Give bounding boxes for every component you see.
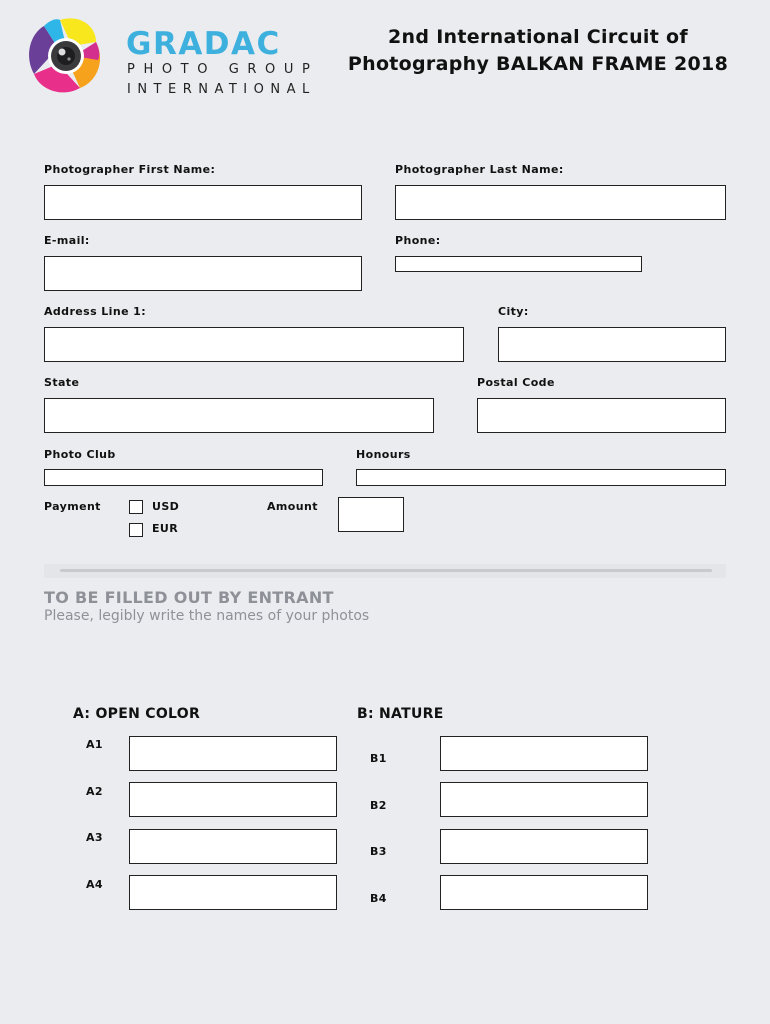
item-b4-field[interactable] — [440, 875, 648, 910]
state-input[interactable] — [45, 399, 433, 432]
photo-club-field[interactable] — [44, 469, 323, 486]
item-b2-input[interactable] — [441, 783, 647, 816]
email-field[interactable] — [44, 256, 362, 291]
item-a3-input[interactable] — [130, 830, 336, 863]
item-b4-label: B4 — [370, 892, 387, 905]
page-title — [318, 24, 758, 78]
city-input[interactable] — [499, 328, 725, 361]
phone-input[interactable] — [396, 262, 641, 276]
address-input[interactable] — [45, 328, 463, 361]
last-name-input[interactable] — [396, 186, 725, 219]
usd-checkbox[interactable] — [129, 500, 143, 514]
section-a-title: A: OPEN COLOR — [73, 706, 201, 722]
item-a3-field[interactable] — [129, 829, 337, 864]
last-name-field[interactable] — [395, 185, 726, 220]
item-b2-label: B2 — [370, 799, 387, 812]
item-a3-label: A3 — [86, 831, 103, 844]
item-a1-input[interactable] — [130, 737, 336, 770]
honours-label: Honours — [356, 448, 411, 461]
postal-code-input[interactable] — [478, 399, 725, 432]
section-divider — [44, 564, 726, 578]
title-line-1: 2nd International Circuit of — [388, 26, 688, 48]
item-a1-label: A1 — [86, 738, 103, 751]
eur-checkbox[interactable] — [129, 523, 143, 537]
item-b4-input[interactable] — [441, 876, 647, 909]
city-label: City: — [498, 305, 529, 318]
last-name-label: Photographer Last Name: — [395, 163, 564, 176]
payment-label: Payment — [44, 500, 101, 513]
divider-line — [60, 569, 712, 572]
item-a2-label: A2 — [86, 785, 103, 798]
item-b1-input[interactable] — [441, 737, 647, 770]
first-name-label: Photographer First Name: — [44, 163, 216, 176]
photo-club-input[interactable] — [45, 474, 322, 489]
address-label: Address Line 1: — [44, 305, 147, 318]
item-a4-label: A4 — [86, 878, 103, 891]
item-a4-field[interactable] — [129, 875, 337, 910]
logo-wordmark: GRADAC — [126, 26, 281, 62]
amount-field[interactable] — [338, 497, 404, 532]
amount-input[interactable] — [339, 498, 403, 531]
usd-label: USD — [152, 500, 180, 513]
honours-input[interactable] — [357, 474, 725, 489]
amount-label: Amount — [267, 500, 318, 513]
email-input[interactable] — [45, 257, 361, 290]
postal-code-label: Postal Code — [477, 376, 555, 389]
postal-code-field[interactable] — [477, 398, 726, 433]
entrant-heading: TO BE FILLED OUT BY ENTRANT — [44, 588, 334, 607]
item-a2-field[interactable] — [129, 782, 337, 817]
photo-club-label: Photo Club — [44, 448, 116, 461]
email-label: E-mail: — [44, 234, 90, 247]
item-b2-field[interactable] — [440, 782, 648, 817]
item-b3-label: B3 — [370, 845, 387, 858]
logo-subtitle-international: INTERNATIONAL — [127, 82, 316, 97]
state-field[interactable] — [44, 398, 434, 433]
item-a1-field[interactable] — [129, 736, 337, 771]
eur-label: EUR — [152, 522, 179, 535]
camera-aperture-icon — [22, 14, 112, 98]
item-b3-input[interactable] — [441, 830, 647, 863]
item-b1-field[interactable] — [440, 736, 648, 771]
item-b3-field[interactable] — [440, 829, 648, 864]
logo-subtitle-photo-group: PHOTO GROUP — [127, 62, 319, 77]
address-field[interactable] — [44, 327, 464, 362]
entrant-subheading: Please, legibly write the names of your photos — [44, 608, 370, 624]
logo — [22, 14, 112, 98]
section-b-title: B: NATURE — [357, 706, 444, 722]
city-field[interactable] — [498, 327, 726, 362]
state-label: State — [44, 376, 80, 389]
phone-label: Phone: — [395, 234, 441, 247]
first-name-input[interactable] — [45, 186, 361, 219]
item-b1-label: B1 — [370, 752, 387, 765]
phone-field[interactable] — [395, 256, 642, 272]
honours-field[interactable] — [356, 469, 726, 486]
title-line-2: Photography BALKAN FRAME 2018 — [347, 53, 729, 75]
first-name-field[interactable] — [44, 185, 362, 220]
item-a2-input[interactable] — [130, 783, 336, 816]
item-a4-input[interactable] — [130, 876, 336, 909]
